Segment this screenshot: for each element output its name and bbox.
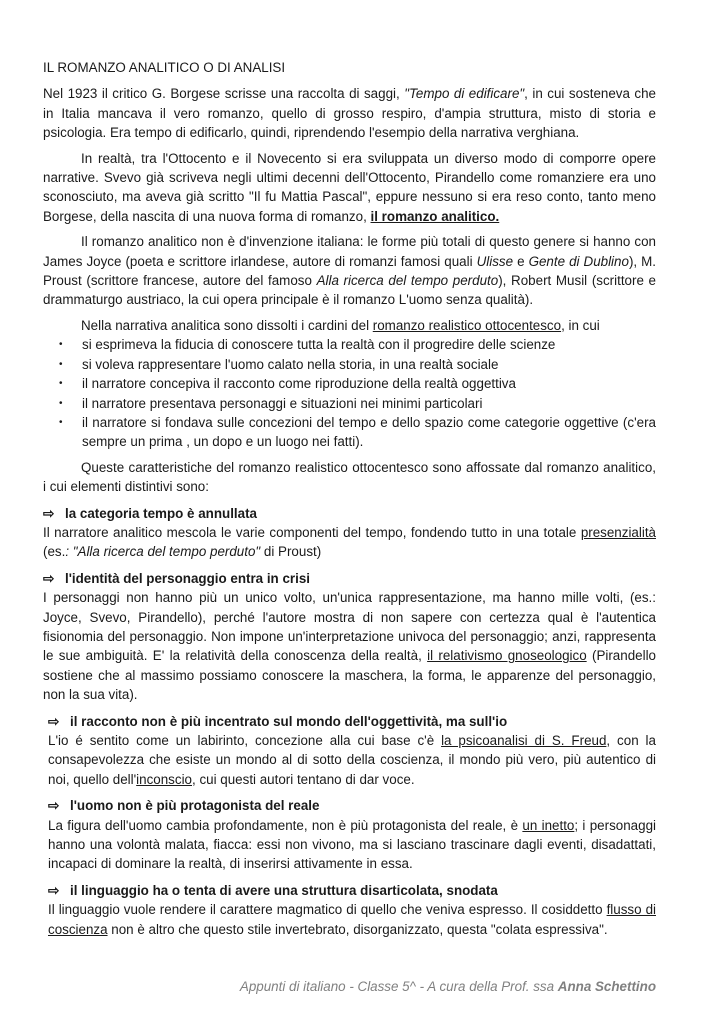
text: ), M. Proust (scrittore francese, autore del famoso — [43, 253, 657, 289]
book-title: Alla ricerca del tempo perduto — [316, 273, 499, 289]
page-footer — [240, 979, 656, 994]
section-linguaggio — [43, 881, 656, 939]
text: , con la consapevolezza che esiste un mondo al di sotto della coscienza, il mondo più vero, più autentico di noi, quello dell' — [48, 733, 656, 787]
arrow-right-icon: ⇨ — [48, 882, 60, 898]
bullet-list — [43, 335, 656, 451]
text: L'io é sentito come un labirinto, concezione alla cui base c'è — [48, 733, 442, 748]
paragraph-cardini — [43, 316, 656, 335]
list-item-text: il narratore presentava personaggi e situazioni nei minimi particolari — [82, 395, 483, 411]
list-item-text: il narratore concepiva il racconto come riproduzione della realtà oggettiva — [82, 376, 516, 392]
text: , in cui — [561, 317, 600, 333]
text: (Pirandello sostiene che al massimo possiamo conoscere la maschera, la forma, le apparenze del personaggio, non la sua vita). — [43, 648, 656, 703]
footer-text: Appunti di italiano - Classe 5^ - A cura della Prof. ssa — [239, 979, 558, 994]
paragraph-borgese — [43, 84, 656, 142]
section-heading-text: l'uomo non è più protagonista del reale — [70, 798, 320, 814]
text: ; i personaggi hanno una volontà malata, fiacca: essi non vivono, ma si lasciano trascinare dagli eventi, disadattati, incapaci di dominare la realtà, di inserirsi attivamente in essa. — [48, 817, 656, 872]
list-item-text: si voleva rappresentare l'uomo calato nella storia, in una realtà sociale — [82, 356, 499, 372]
arrow-right-icon: ⇨ — [48, 713, 60, 729]
list-item — [43, 413, 656, 452]
section-heading — [48, 796, 656, 815]
list-item — [43, 374, 656, 393]
key-term: il romanzo analitico. — [370, 208, 500, 224]
text: Nel 1923 il critico G. Borgese scrisse una raccolta di saggi, — [43, 86, 405, 102]
arrow-right-icon: ⇨ — [43, 570, 55, 586]
document-title: IL ROMANZO ANALITICO O DI ANALISI — [43, 60, 286, 75]
section-heading-text: il linguaggio ha o tenta di avere una struttura disarticolata, snodata — [70, 882, 498, 898]
section-body — [48, 900, 656, 939]
bullet-icon: • — [59, 378, 63, 390]
bullet-icon: • — [59, 358, 63, 370]
section-heading — [48, 881, 656, 900]
key-term: un inetto — [522, 817, 575, 833]
text: Il linguaggio vuole rendere il carattere magmatico di quello che veniva espresso. Il cosiddetto — [48, 902, 607, 918]
text: Il romanzo analitico non è d'invenzione italiana: le forme più totali di questo genere si hanno con James Joyce (poeta e scrittore irlandese, autore di romanzi famosi quali — [43, 234, 656, 269]
text: non è altro che questo stile invertebrato, disorganizzato, questa "colata espressiva". — [107, 921, 608, 937]
text: e — [513, 253, 529, 269]
section-heading — [43, 504, 656, 523]
book-title: Gente di Dublino — [528, 253, 629, 269]
text: , in cui sosteneva che in Italia mancava il vero romanzo, quello di grosso respiro, d'ampia struttura, misto di storia e psicologia. Era tempo di edificarlo, quindi, riprendendo l'esempio della narrativa verghiana. — [43, 86, 657, 141]
footer-author: Anna Schettino — [557, 979, 656, 994]
key-term: presenzialità — [580, 524, 656, 540]
list-item — [43, 335, 656, 354]
arrow-right-icon: ⇨ — [48, 798, 60, 814]
section-io — [43, 712, 656, 790]
book-title: : "Alla ricerca del tempo perduto" — [65, 544, 261, 560]
list-item — [43, 355, 656, 374]
section-heading-text: l'identità del personaggio entra in crisi — [65, 570, 311, 586]
document-page — [43, 58, 656, 939]
key-term: inconscio — [136, 771, 192, 787]
bullet-icon: • — [59, 416, 63, 428]
section-body — [43, 588, 656, 704]
paragraph-origins — [43, 232, 656, 310]
text: ), Robert Musil (scrittore e drammaturgo austriaco, la cui opera principale è il romanzo L'uomo senza qualità). — [43, 273, 656, 308]
section-body — [48, 731, 656, 789]
list-item-text: il narratore si fondava sulle concezioni del tempo e dello spazio come categorie oggettive (c'era sempre un prima , un dopo e un luogo nei fatti). — [82, 414, 656, 450]
section-body — [43, 523, 656, 562]
text: (es. — [43, 544, 66, 560]
key-term: la psicoanalisi di S. Freud — [441, 733, 607, 748]
key-term: romanzo realistico ottocentesco — [372, 317, 562, 333]
bullet-icon: • — [59, 339, 63, 351]
section-heading — [43, 569, 656, 588]
section-heading — [48, 712, 656, 731]
section-heading-text: la categoria tempo è annullata — [65, 505, 257, 521]
section-heading-text: il racconto non è più incentrato sul mondo dell'oggettività, ma sull'io — [70, 713, 508, 729]
arrow-right-icon: ⇨ — [43, 505, 55, 521]
list-item-text: si esprimeva la fiducia di conoscere tutta la realtà con il progredire delle scienze — [82, 337, 556, 353]
section-identita — [43, 569, 656, 705]
book-title: "Tempo di edificare" — [404, 86, 525, 102]
book-title: Ulisse — [476, 253, 514, 269]
text: di Proust) — [260, 544, 322, 560]
text: I personaggi non hanno più un unico volto, un'unica rappresentazione, ma hanno mille volti, (es.: Joyce, Svevo, Pirandello), perché l'autore mostra di non sapere con certezza qual è l'autentica fisionomia del personaggio. Non impone un'interpretazione univoca del personaggio; anzi, rappresenta le sue ambiguità. E' la relatività della conoscenza della realtà, — [43, 590, 656, 664]
text: Nella narrativa analitica sono dissolti i cardini del — [81, 317, 373, 333]
key-term: il relativismo gnoseologico — [427, 648, 587, 664]
text: , cui questi autori tentano di dar voce. — [192, 771, 415, 787]
text: In realtà, tra l'Ottocento e il Novecento si era sviluppata un diverso modo di comporre opere narrative. Svevo già scriveva negli ultimi decenni dell'Ottocento, Pirandello come romanziere era uno sconosciuto, ma aveva già scritto "Il fu Mattia Pascal", eppure nessuno si era reso conto, tanto meno Borgese, della nascita di una nuova forma di romanzo, — [43, 150, 656, 224]
paragraph-affossate: Queste caratteristiche del romanzo realistico ottocentesco sono affossate dal romanzo analitico, i cui elementi distintivi sono: — [43, 459, 656, 495]
text: Il narratore analitico mescola le varie componenti del tempo, fondendo tutto in una totale — [43, 524, 581, 540]
key-term: flusso di coscienza — [48, 902, 656, 937]
paragraph-realta — [43, 149, 656, 227]
section-uomo — [43, 796, 656, 874]
text: La figura dell'uomo cambia profondamente, non è più protagonista del reale, è — [48, 817, 523, 833]
bullet-icon: • — [59, 397, 63, 409]
list-item — [43, 394, 656, 413]
section-tempo — [43, 504, 656, 562]
section-body — [48, 816, 656, 874]
